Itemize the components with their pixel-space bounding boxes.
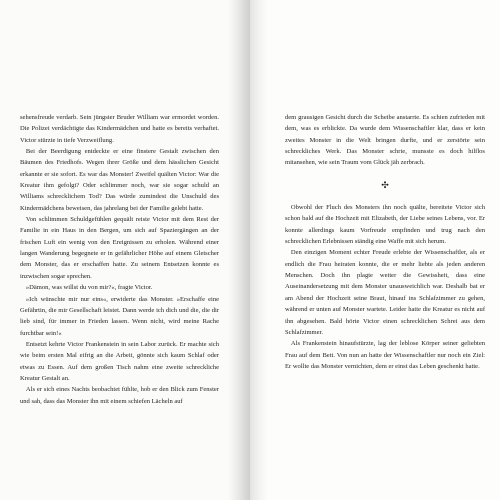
paragraph: »Ich wünschte mir nur eins«, erwiderte das Monster. »Erschaffe eine Gefährtin, die mir Gesellschaft leistet. Dann werde ich dich und die, die dir lieb sind, für immer in Frieden lassen. Wenn nicht, wird meine Rache furchtbar sein!« — [20, 295, 219, 337]
paragraph: Den einzigen Moment echter Freude erlebte der Wissenschaftler, als er endlich die Frau heiraten konnte, die er mehr liebte als jeden anderen Menschen. Doch ihn plagte weiter die Gewissheit, dass eine Auseinandersetzung mit dem Monster unausweichlich war. Deshalb bat er am Abend der Hochzeit seine Braut, hinauf ins Schlafzimmer zu gehen, während er unten auf Monster wartete. Leider hatte die Kreatur es nicht auf ihn abgesehen. Bald hörte Victor einen schrecklichen Schrei aus dem Schlafzimmer. — [285, 249, 485, 336]
paragraph: Entsetzt kehrte Victor Frankenstein in sein Labor zurück. Er machte sich wie beim ersten Mal eifrig an die Arbeit, gönnte sich kaum Schlaf oder etwas zu Essen. Auf dem großen Tisch nahm eine zweite schreckliche Kreatur Gestalt an. — [20, 340, 219, 382]
right-page-text — [285, 112, 485, 372]
paragraph: Bei der Beerdigung entdeckte er eine finstere Gestalt zwischen den Bäumen des Friedhofs. Wegen ihrer Größe und dem hässlichen Gesicht erkannte er sie sofort. Es war das Monster! Zweifel quälten Victor: War die Kreatur ihm gefolgt? Oder schlimmer noch, war sie sogar schuld an Williams schrecklichem Tod? Das würde zumindest die Unschuld des Kindermädchens beweisen, das jahrelang bei der Familie gelebt hatte. — [20, 148, 219, 212]
gutter-shadow — [228, 0, 250, 500]
paragraph: Von schlimmen Schuldgefühlen gequält reiste Victor mit dem Rest der Familie in ein Haus in den Bergen, um sich auf Spaziergängen an der frischen Luft ein wenig von den Ereignissen zu erholen. Während einer langen Wanderung begegnete er in gefährlicher Höhe auf einem Gletscher dem Monster, das er erschaffen hatte. Zu seinem Entsetzen konnte es inzwischen sogar sprechen. — [20, 216, 219, 280]
left-page-text — [20, 112, 219, 407]
paragraph: »Dämon, was willst du von mir?«, fragte Victor. — [25, 284, 153, 292]
gutter-shadow — [250, 0, 268, 500]
paragraph: sehensfreude verdarb. Sein jüngster Bruder William war ermordet worden. Die Polizei verdächtigte das Kindermädchen und hatte es bereits verhaftet. Victor stürzte in tiefe Verzweiflung. — [20, 114, 219, 144]
section-divider-ornament: ✣ — [381, 179, 389, 190]
right-page — [250, 0, 500, 500]
paragraph: Als er sich eines Nachts beobachtet fühlte, hob er den Blick zum Fenster und sah, dass das Monster ihn mit einem schiefen Lächeln auf — [20, 386, 219, 405]
paragraph: Obwohl der Fluch des Monsters ihn noch quälte, bereitete Victor sich schon bald auf die Hochzeit mit Elizabeth, der Liebe seines Lebens, vor. Er konnte allerdings kaum Vorfreude empfinden und trug nach den schrecklichen Erlebnissen ständig eine Waffe mit sich herum. — [285, 204, 485, 246]
paragraph: Als Frankenstein hinaufstürzte, lag der leblose Körper seiner geliebten Frau auf dem Bett. Von nun an hatte der Wissenschaftler nur noch ein Ziel: Er wollte das Monster vernichten, dem er einst das Leben geschenkt hatte. — [285, 340, 485, 370]
paragraph: dem grausigen Gesicht durch die Scheibe anstarrte. Es schien zufrieden mit dem, was es erblickte. Da wurde dem Wissenschaftler klar, dass er kein zweites Monster in die Welt bringen durfte, und er zerstörte sein schreckliches Werk. Das Monster schrie, munsste es doch hilflos mitansehen, wie sein Traum vom Glück jäh zerbrach. — [285, 114, 485, 167]
